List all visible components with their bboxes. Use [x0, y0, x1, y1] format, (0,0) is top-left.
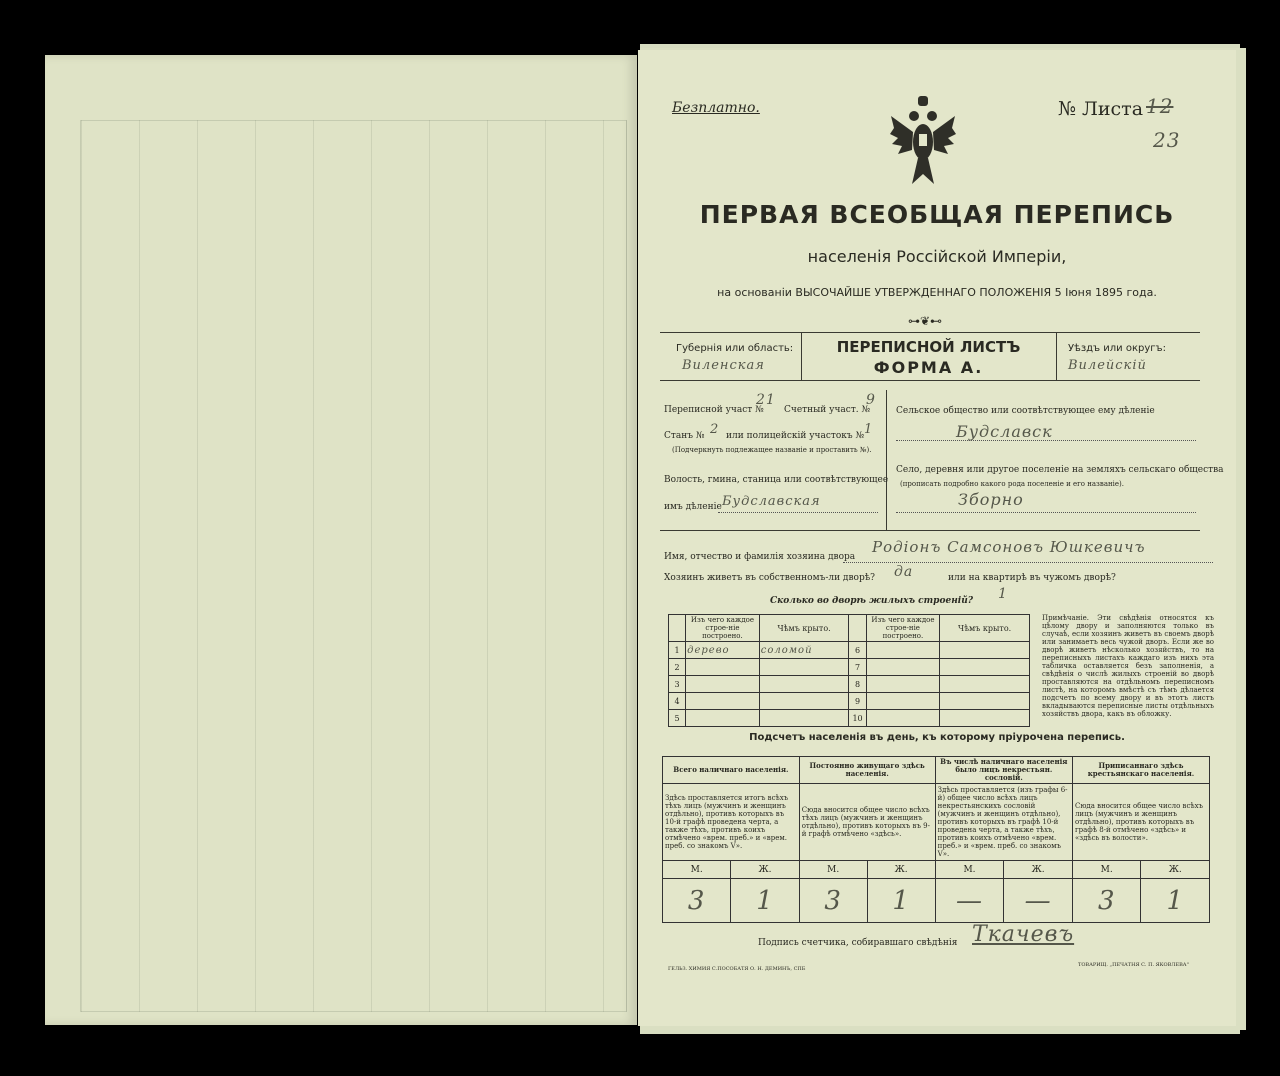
- tally-value: —: [935, 879, 1004, 923]
- row-number: 7: [849, 659, 866, 676]
- lives-label-2: или на квартирѣ въ чужомъ дворѣ?: [948, 573, 1116, 583]
- count-area-label: Счетный участ. №: [784, 405, 871, 415]
- free-label: Безплатно.: [672, 100, 760, 116]
- row-number: 5: [669, 710, 686, 727]
- volost-label-2: имъ дѣленіе: [664, 502, 722, 512]
- village-value: Зборно: [958, 490, 1024, 509]
- form-title: ПЕРЕПИСНОЙ ЛИСТЪ: [836, 338, 1021, 356]
- volost-value: Будславская: [722, 494, 821, 509]
- society-value: Будславск: [956, 422, 1053, 441]
- lives-value: да: [894, 564, 914, 580]
- dwellings-value: 1: [998, 586, 1008, 602]
- police-label: или полицейскій участокъ №: [726, 431, 865, 441]
- sheet-number-label: № Листа: [1058, 98, 1144, 120]
- underline-note: (Подчеркнуть подлежащее названіе и проставить №).: [672, 446, 872, 454]
- buildings-table: [668, 614, 1030, 727]
- row-roof: соломой: [759, 642, 849, 659]
- tally-desc: Сюда вносится общее число всѣхъ тѣхъ лицъ (мужчинъ и женщинъ отдѣльно), противъ которыхъ въ 9-й графѣ отмѣчено «здѣсь».: [799, 784, 935, 861]
- count-area-value: 9: [866, 392, 876, 408]
- sheet-number-value: 23: [1153, 128, 1181, 152]
- tally-head: Приписаннаго здѣсь крестьянскаго населенія.: [1072, 757, 1209, 784]
- village-note: (прописать подробно какого рода поселеніе и его названіе).: [900, 480, 1124, 488]
- tally-head: Въ числѣ наличнаго населенія было лицъ некрестьян. сословій.: [935, 757, 1072, 784]
- form-subtitle: ФОРМА А.: [873, 358, 984, 377]
- lives-label: Хозяинъ живетъ въ собственномъ-ли дворѣ?: [664, 573, 875, 583]
- owner-label: Имя, отчество и фамилія хозяина двора: [664, 552, 856, 562]
- female-header: Ж.: [1004, 861, 1073, 879]
- buildings-note: Примѣчаніе. Эти свѣдѣнія относятся къ цѣлому двору и заполняются только въ случаѣ, если хозяинъ живетъ въ своемъ дворѣ или занимаетъ весь чужой дворъ. Если же во дворѣ живетъ нѣсколько хозяйствъ, то на переписныхъ листахъ каждаго изъ нихъ эта табличка оставляется безъ заполненія, а свѣдѣнія о числѣ жилыхъ строеній во дворѣ проставляются на отдѣльномъ переписномъ листѣ, на которомъ вмѣстѣ съ тѣмъ дѣлается подсчетъ по всему двору и въ этотъ листъ вкладываются переписные листы отдѣльныхъ хозяйствъ двора, какъ въ обложку.: [1042, 614, 1214, 718]
- volost-label: Волость, гмина, станица или соотвѣтствующее: [664, 475, 889, 485]
- row-number: 10: [849, 710, 866, 727]
- village-label: Село, деревня или другое поселеніе на земляхъ сельскаго общества: [896, 465, 1224, 475]
- imperial-eagle-emblem: [888, 94, 958, 194]
- printer-left: ГЕЛЬЗ. ХИМИЯ С.ПОСОБАТЯ О. Н. ДЕМИНЪ, СПБ: [668, 966, 806, 972]
- tally-desc: Здѣсь проставляется (изъ графы 6-й) общее число всѣхъ лицъ некрестьянскихъ сословій (мужчинъ и женщинъ отдѣльно), противъ которыхъ въ графѣ 10-й проведена черта, а также тѣхъ, противъ коихъ отмѣчено «врем. преб.» и «врем. преб. со знакомъ V».: [935, 784, 1072, 861]
- printer-right: ТОВАРИЩ. „ПЕЧАТНЯ С. П. ЯКОВЛЕВА": [1078, 962, 1189, 968]
- left-page: [45, 55, 637, 1025]
- row-number: 6: [849, 642, 866, 659]
- col-roof-right: Чѣмъ крыто.: [940, 615, 1030, 642]
- dwellings-label: Сколько во дворѣ жилыхъ строеній?: [770, 596, 974, 606]
- female-header: Ж.: [867, 861, 935, 879]
- signature-label: Подпись счетчика, собиравшаго свѣдѣнія: [758, 938, 958, 948]
- row-number: 1: [669, 642, 686, 659]
- tally-head: Всего наличнаго населенія.: [663, 757, 800, 784]
- male-header: М.: [663, 861, 731, 879]
- sheet-number-crossed: 12: [1146, 94, 1174, 118]
- tally-desc: Сюда вносится общее число всѣхъ лицъ (мужчинъ и женщинъ отдѣльно), противъ которыхъ въ графѣ 8-й отмѣчено «здѣсь» и «здѣсь въ волости».: [1072, 784, 1209, 861]
- tally-head: Постоянно живущаго здѣсь населенія.: [799, 757, 935, 784]
- female-header: Ж.: [1141, 861, 1210, 879]
- police-value: 1: [864, 422, 874, 437]
- row-number: 2: [669, 659, 686, 676]
- uezd-label: Уѣздъ или округъ:: [1068, 343, 1166, 354]
- basis-line: на основаніи ВЫСОЧАЙШЕ УТВЕРЖДЕННАГО ПОЛОЖЕНІЯ 5 Іюня 1895 года.: [717, 286, 1157, 299]
- row-number: 9: [849, 693, 866, 710]
- uezd-value: Вилейскій: [1068, 358, 1147, 373]
- census-area-label: Переписной участ №: [664, 405, 764, 415]
- census-area-value: 21: [756, 392, 776, 408]
- census-form-page: [638, 50, 1236, 1026]
- col-material-right: Изъ чего каждое строе-ніе построено.: [866, 615, 940, 642]
- row-number: 8: [849, 676, 866, 693]
- tally-title: Подсчетъ населенія въ день, къ которому пріурочена перепись.: [749, 732, 1125, 743]
- tally-value: 1: [731, 879, 799, 923]
- row-number: 4: [669, 693, 686, 710]
- tally-value: 1: [867, 879, 935, 923]
- ornament-divider: ⊶❦⊷: [908, 314, 943, 328]
- male-header: М.: [1072, 861, 1140, 879]
- tally-value: 3: [1072, 879, 1140, 923]
- population-tally-table: [662, 756, 1210, 923]
- row-material: дерево: [686, 642, 760, 659]
- gubernia-label: Губернія или область:: [676, 343, 794, 354]
- col-roof-left: Чѣмъ крыто.: [759, 615, 849, 642]
- tally-value: —: [1004, 879, 1073, 923]
- row-number: 3: [669, 676, 686, 693]
- tally-desc: Здѣсь проставляется итогъ всѣхъ тѣхъ лицъ (мужчинъ и женщинъ отдѣльно), противъ которыхъ въ 10-й графѣ проведена черта, а также тѣхъ, противъ коихъ отмѣчено «врем. преб.» и «врем. преб. со знакомъ V».: [663, 784, 800, 861]
- tally-value: 1: [1141, 879, 1210, 923]
- tally-value: 3: [799, 879, 867, 923]
- tally-value: 3: [663, 879, 731, 923]
- female-header: Ж.: [731, 861, 799, 879]
- page-title: ПЕРВАЯ ВСЕОБЩАЯ ПЕРЕПИСЬ: [699, 200, 1175, 229]
- signature-value: Ткачевъ: [972, 922, 1075, 947]
- stan-label: Станъ №: [664, 431, 705, 441]
- stan-value: 2: [710, 422, 720, 437]
- society-label: Сельское общество или соотвѣтствующее ему дѣленіе: [896, 406, 1155, 416]
- gubernia-value: Виленская: [682, 358, 765, 373]
- col-material-left: Изъ чего каждое строе-ніе построено.: [686, 615, 760, 642]
- owner-value: Родіонъ Самсоновъ Юшкевичъ: [872, 538, 1146, 556]
- male-header: М.: [799, 861, 867, 879]
- page-subtitle: населенія Россійской Имперіи,: [807, 247, 1067, 266]
- male-header: М.: [935, 861, 1004, 879]
- bleed-through-grid: [80, 120, 627, 1012]
